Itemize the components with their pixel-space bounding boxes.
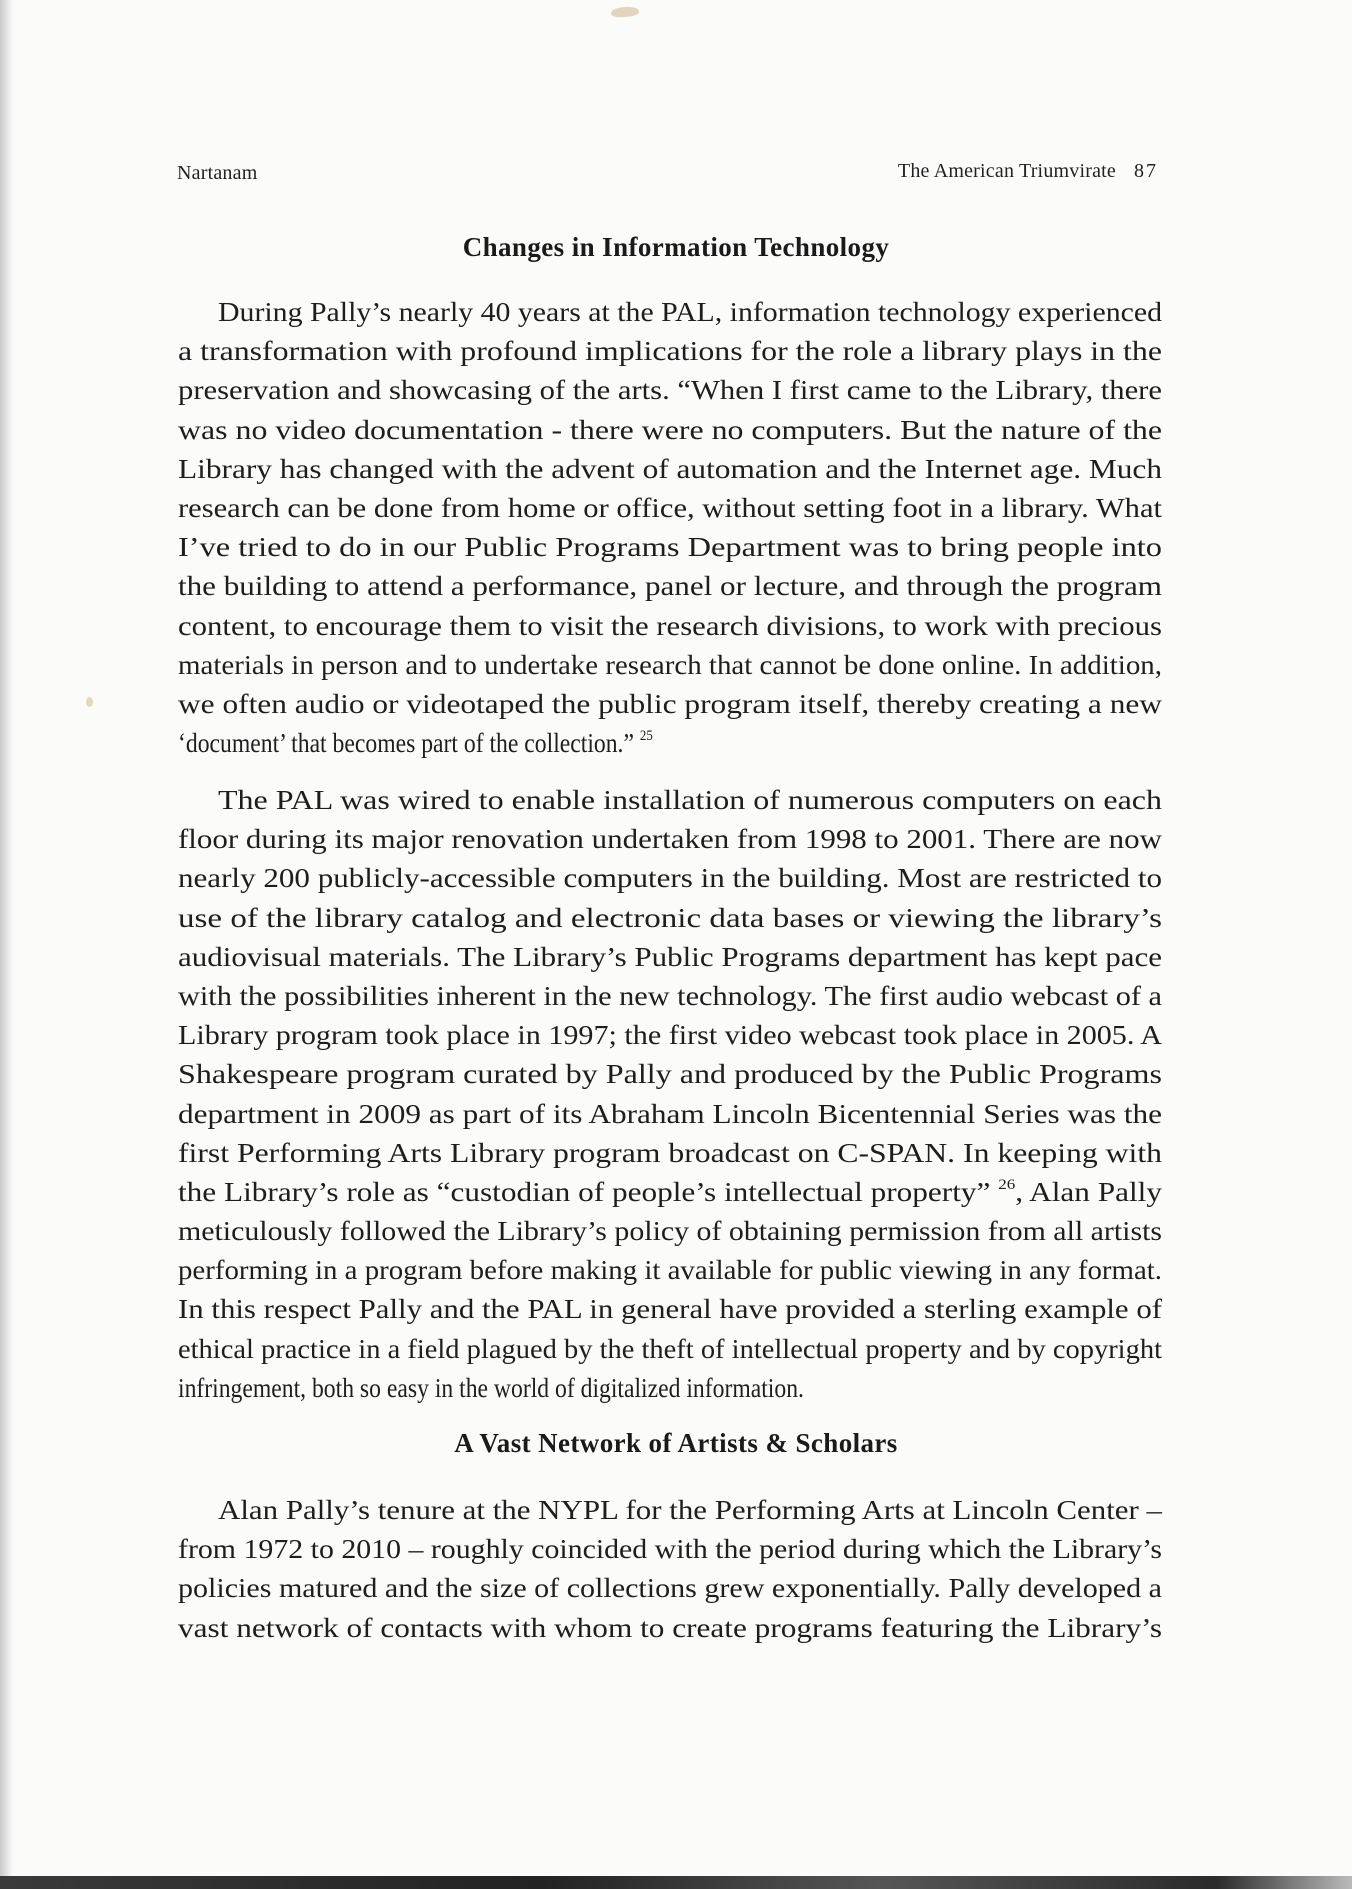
- text-line: ethical practice in a field plagued by the theft of intellectual property and by copyright: [178, 1332, 1162, 1364]
- text-line: Library program took place in 1997; the first video webcast took place in 2005. A: [178, 1019, 1162, 1051]
- text-line-content: the Library’s role as “custodian of people’s intellectual property”: [178, 1175, 991, 1207]
- text-line: preservation and showcasing of the arts. “When I first came to the Library, there: [178, 374, 1162, 406]
- body-paragraph: [178, 1490, 1162, 1647]
- text-line-content: , Alan Pally: [1015, 1175, 1162, 1207]
- scan-page-edge-shadow: [0, 0, 14, 1889]
- text-line: department in 2009 as part of its Abraham Lincoln Bicentennial Series was the: [178, 1097, 1162, 1129]
- text-line: During Pally’s nearly 40 years at the PAL, information technology experienced: [218, 296, 1162, 327]
- paper-speck: [86, 697, 93, 707]
- text-line: In this respect Pally and the PAL in general have provided a sterling example of: [178, 1293, 1162, 1325]
- text-line: vast network of contacts with whom to create programs featuring the Library’s: [178, 1611, 1162, 1643]
- running-head-right: [898, 160, 1158, 183]
- text-line: was no video documentation - there were no computers. But the nature of the: [178, 413, 1162, 445]
- body-paragraph: [178, 780, 1162, 1407]
- text-line: performing in a program before making it available for public viewing in any format.: [178, 1254, 1162, 1286]
- running-head-title: The American Triumvirate: [897, 160, 1116, 182]
- text-line: policies matured and the size of collections grew exponentially. Pally developed a: [178, 1572, 1162, 1604]
- running-head-left: Nartanam: [177, 162, 258, 184]
- text-line: content, to encourage them to visit the research divisions, to work with precious: [178, 609, 1162, 641]
- text-line: The PAL was wired to enable installation of numerous computers on each: [218, 784, 1162, 815]
- text-line: research can be done from home or office, without setting foot in a library. What: [178, 491, 1162, 523]
- text-line: I’ve tried to do in our Public Programs Department was to bring people into: [178, 531, 1162, 563]
- text-line: we often audio or videotaped the public program itself, thereby creating a new: [178, 687, 1162, 719]
- text-line: nearly 200 publicly-accessible computers in the building. Most are restricted to: [178, 862, 1162, 894]
- text-line: use of the library catalog and electronic data bases or viewing the library’s: [178, 901, 1162, 933]
- section-heading: Changes in Information Technology: [462, 232, 890, 262]
- text-line: the building to attend a performance, panel or lecture, and through the program: [178, 570, 1162, 602]
- text-line: [178, 1172, 1162, 1211]
- text-line: audiovisual materials. The Library’s Public Programs department has kept pace: [178, 940, 1162, 972]
- footnote-ref: 26: [998, 1176, 1016, 1193]
- text-line: with the possibilities inherent in the new technology. The first audio webcast of a: [178, 979, 1162, 1011]
- text-line-content: ‘document’ that becomes part of the collection.”: [178, 727, 634, 759]
- text-line: Shakespeare program curated by Pally and produced by the Public Programs: [178, 1058, 1162, 1090]
- text-line: floor during its major renovation undertaken from 1998 to 2001. There are now: [178, 823, 1162, 855]
- text-line: first Performing Arts Library program broadcast on C-SPAN. In keeping with: [178, 1136, 1162, 1168]
- text-line: from 1972 to 2010 – roughly coincided with the period during which the Library’s: [178, 1533, 1162, 1565]
- body-paragraph: [178, 292, 1162, 762]
- text-line: [178, 723, 1162, 762]
- section-heading: A Vast Network of Artists & Scholars: [454, 1428, 898, 1458]
- text-line: infringement, both so easy in the world of digitalized information.: [178, 1371, 804, 1403]
- scan-bottom-edge: [0, 1876, 1352, 1889]
- text-line: a transformation with profound implications for the role a library plays in the: [178, 335, 1162, 367]
- footnote-ref: 25: [639, 728, 653, 745]
- text-line: meticulously followed the Library’s policy of obtaining permission from all artists: [178, 1215, 1162, 1247]
- page-number: 87: [1134, 160, 1158, 182]
- text-line: Alan Pally’s tenure at the NYPL for the Performing Arts at Lincoln Center –: [218, 1494, 1162, 1525]
- text-line: materials in person and to undertake research that cannot be done online. In addition,: [178, 648, 1162, 680]
- tape-residue-mark: [611, 6, 640, 19]
- text-line: Library has changed with the advent of automation and the Internet age. Much: [178, 452, 1162, 484]
